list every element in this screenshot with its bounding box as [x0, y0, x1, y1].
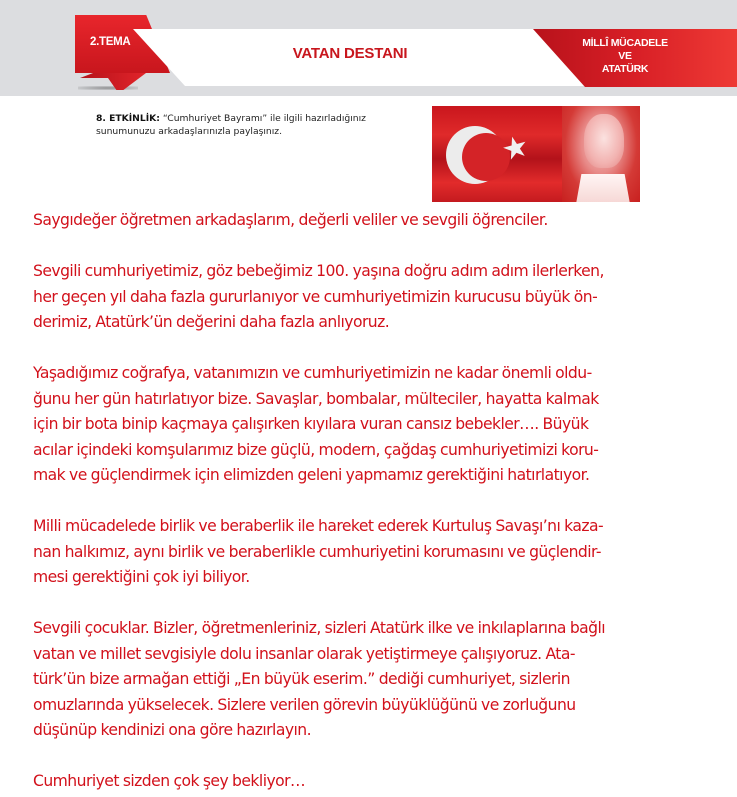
text-line: vatan ve millet sevgisiyle dolu insanlar olarak yetiştirmeye çalışıyoruz. Ata- [33, 644, 575, 663]
activity-instruction [96, 112, 416, 138]
text-line: Sevgili çocuklar. Bizler, öğretmenleriniz, sizleri Atatürk ilke ve inkılaplarına bağlı [33, 619, 606, 637]
page-title: VATAN DESTANI [292, 45, 408, 62]
unit-line: MİLLÎ MÜCADELE [582, 37, 668, 49]
paragraph-closing [33, 769, 733, 795]
portrait-collar [576, 174, 630, 202]
speech-text [33, 208, 733, 797]
text-line: düşünüp kendinizi ona göre hazırlayın. [33, 721, 312, 739]
activity-number: 8. ETKİNLİK: [96, 113, 160, 124]
instruction-text: “Cumhuriyet Bayramı” ile ilgili hazırladığınız [162, 113, 366, 124]
text-line: ğunu her gün hatırlatıyor bize. Savaşlar, bombalar, mülteciler, hayatta kalmak [33, 389, 599, 408]
text-line: Cumhuriyet sizden çok şey bekliyor… [33, 772, 306, 790]
text-line: her geçen yıl daha fazla gururlanıyor ve cumhuriyetimizin kurucusu büyük ön- [33, 287, 598, 306]
star-icon: ★ [497, 128, 533, 169]
text-line: Yaşadığımız coğrafya, vatanımızın ve cumhuriyetimizin ne kadar önemli oldu- [33, 364, 592, 382]
text-line: için bir bota binip kaçmaya çalışırken kıyılara vuran cansız bebekler…. Büyük [33, 415, 589, 433]
unit-line: ATATÜRK [601, 63, 649, 75]
text-line: nan halkımız, aynı birlik ve beraberlikle cumhuriyetini korumasını ve güçlendir- [33, 542, 602, 561]
portrait-face [584, 114, 624, 168]
text-line: derimiz, Atatürk’ün değerini daha fazla anlıyoruz. [33, 313, 390, 331]
text-line: mak ve güçlendirmek için elimizden geleni yapmamız gerektiğini hatırlatıyor. [33, 466, 590, 484]
ribbon-shadow [78, 86, 138, 90]
text-line: acılar içindeki komşularımız bize güçlü, modern, çağdaş cumhuriyetimizi koru- [33, 440, 599, 459]
text-line: Saygıdeğer öğretmen arkadaşlarım, değerli veliler ve sevgili öğrenciler. [33, 211, 548, 229]
instruction-line-2: sunumunuzu arkadaşlarınızla paylaşınız. [96, 126, 283, 137]
paragraph-greeting [33, 208, 733, 234]
instruction-line-1 [96, 112, 416, 125]
unit-label [560, 37, 690, 76]
text-line: Milli mücadelede birlik ve beraberlik ile hareket ederek Kurtuluş Savaşı’nı kaza- [33, 517, 604, 535]
theme-label: 2.TEMA [90, 36, 131, 48]
text-line: omuzlarında yükselecek. Sizlere verilen görevin büyüklüğünü ve zorluğunu [33, 695, 576, 714]
paragraph-3 [33, 361, 733, 489]
paragraph-2 [33, 259, 733, 336]
text-line: Sevgili cumhuriyetimiz, göz bebeğimiz 100. yaşına doğru adım adım ilerlerken, [33, 262, 604, 280]
text-line: türk’ün bize armağan ettiği „En büyük eserim.” dediği cumhuriyet, sizlerin [33, 670, 570, 688]
ataturk-portrait [562, 106, 640, 202]
paragraph-5 [33, 616, 733, 744]
flag-portrait-image [432, 106, 640, 202]
paragraph-4 [33, 514, 733, 591]
text-line: mesi gerektiğini çok iyi biliyor. [33, 568, 250, 586]
unit-line: VE [618, 50, 632, 62]
